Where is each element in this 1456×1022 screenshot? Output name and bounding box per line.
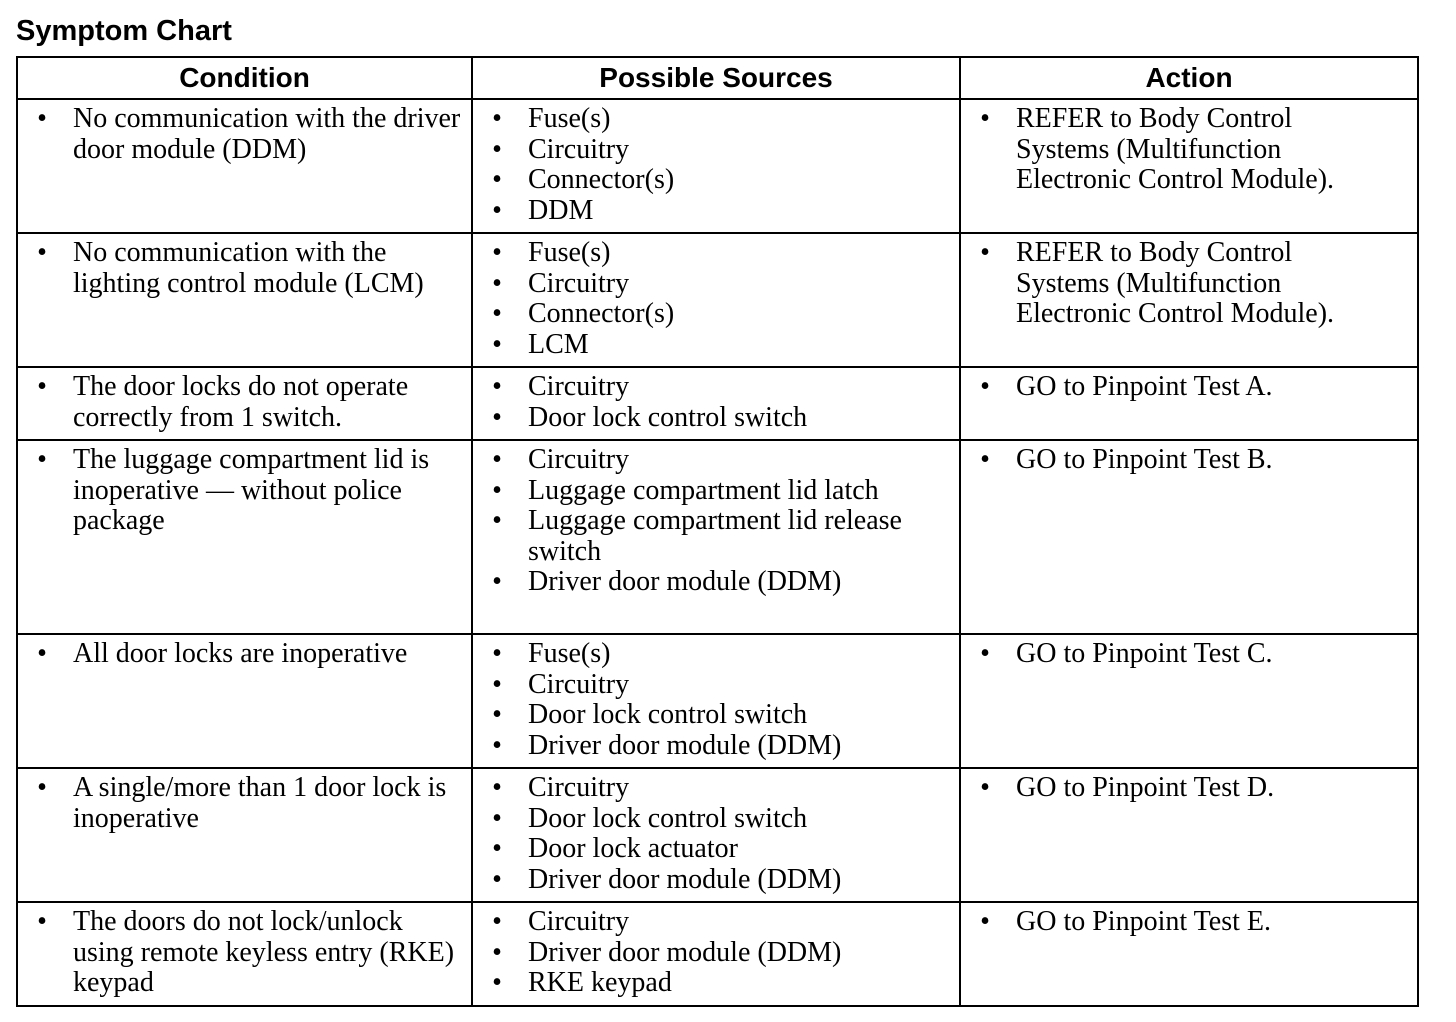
source-item: [473, 403, 959, 434]
bullet-icon: •: [492, 802, 502, 834]
source-text: Circuitry: [528, 906, 630, 937]
bullet-icon: •: [492, 328, 502, 360]
source-item: [473, 968, 959, 999]
condition-cell: [17, 99, 472, 233]
bullet-icon: •: [492, 699, 502, 730]
bullet-icon: •: [980, 444, 990, 475]
action-cell: [960, 99, 1418, 233]
source-text: Door lock control switch: [528, 802, 808, 834]
source-item: [473, 804, 959, 835]
header-row: [17, 57, 1418, 99]
bullet-icon: •: [980, 237, 990, 268]
source-text: Driver door module (DDM): [528, 729, 842, 761]
condition-text: The luggage compartment lid is inoperative — without police package: [73, 444, 430, 536]
bullet-icon: •: [492, 164, 502, 195]
header-condition: Condition: [17, 57, 472, 99]
condition-text: No communication with the lighting control module (LCM): [73, 237, 424, 299]
sources-cell: [472, 440, 960, 634]
condition-cell: [17, 440, 472, 634]
bullet-icon: •: [492, 729, 502, 761]
source-text: Circuitry: [528, 133, 630, 165]
bullet-icon: •: [492, 474, 502, 506]
action-cell: [960, 367, 1418, 440]
source-text: Connector(s): [528, 298, 675, 329]
source-text: Driver door module (DDM): [528, 863, 842, 895]
source-text: Door lock control switch: [528, 699, 808, 730]
condition-item: [18, 639, 471, 670]
action-text: REFER to Body Control Systems (Multifunction Electronic Control Module).: [1016, 237, 1335, 329]
source-text: Fuse(s): [528, 103, 611, 134]
bullet-icon: •: [980, 371, 990, 402]
bullet-icon: •: [492, 237, 502, 268]
bullet-icon: •: [492, 566, 502, 597]
bullet-icon: •: [492, 267, 502, 299]
source-item: [473, 104, 959, 135]
sources-cell: [472, 233, 960, 367]
source-item: [473, 567, 959, 598]
action-text: GO to Pinpoint Test D.: [1016, 772, 1275, 803]
table-row: [17, 99, 1418, 233]
source-text: Circuitry: [528, 772, 630, 803]
source-text: Luggage compartment lid release switch: [528, 505, 902, 567]
source-text: DDM: [528, 194, 594, 226]
source-text: Circuitry: [528, 444, 630, 475]
condition-cell: [17, 634, 472, 768]
bullet-icon: •: [492, 371, 502, 402]
condition-item: [18, 445, 471, 537]
action-cell: [960, 902, 1418, 1006]
bullet-icon: •: [37, 906, 47, 937]
bullet-icon: •: [492, 505, 502, 536]
sources-cell: [472, 99, 960, 233]
source-text: Fuse(s): [528, 237, 611, 268]
source-item: [473, 372, 959, 403]
bullet-icon: •: [980, 103, 990, 134]
bullet-icon: •: [37, 371, 47, 402]
action-cell: [960, 440, 1418, 634]
action-text: GO to Pinpoint Test C.: [1016, 638, 1273, 669]
source-item: [473, 299, 959, 330]
source-item: [473, 834, 959, 865]
bullet-icon: •: [492, 401, 502, 433]
table-row: [17, 768, 1418, 902]
bullet-icon: •: [37, 444, 47, 475]
bullet-icon: •: [492, 906, 502, 937]
page-title: Symptom Chart: [16, 15, 232, 47]
table-row: [17, 440, 1418, 634]
condition-cell: [17, 367, 472, 440]
source-text: Driver door module (DDM): [528, 566, 842, 597]
source-item: [473, 269, 959, 300]
action-item: [961, 104, 1417, 196]
action-cell: [960, 233, 1418, 367]
source-item: [473, 476, 959, 507]
action-cell: [960, 634, 1418, 768]
bullet-icon: •: [492, 967, 502, 998]
bullet-icon: •: [492, 638, 502, 669]
action-text: GO to Pinpoint Test E.: [1016, 906, 1271, 937]
condition-text: The door locks do not operate correctly from 1 switch.: [73, 371, 409, 433]
source-item: [473, 907, 959, 938]
action-text: GO to Pinpoint Test A.: [1016, 371, 1273, 402]
action-item: [961, 639, 1417, 670]
sources-cell: [472, 768, 960, 902]
source-item: [473, 506, 959, 567]
source-text: Circuitry: [528, 267, 630, 299]
sources-cell: [472, 634, 960, 768]
action-text: GO to Pinpoint Test B.: [1016, 444, 1273, 475]
action-item: [961, 372, 1417, 403]
source-item: [473, 700, 959, 731]
source-text: Fuse(s): [528, 638, 611, 669]
condition-text: A single/more than 1 door lock is inoperative: [73, 772, 447, 834]
source-item: [473, 165, 959, 196]
source-text: Door lock control switch: [528, 401, 808, 433]
sources-cell: [472, 902, 960, 1006]
source-item: [473, 445, 959, 476]
source-text: Connector(s): [528, 164, 675, 195]
source-text: Circuitry: [528, 668, 630, 700]
bullet-icon: •: [492, 936, 502, 968]
condition-item: [18, 372, 471, 433]
bullet-icon: •: [37, 103, 47, 134]
condition-item: [18, 907, 471, 999]
bullet-icon: •: [492, 772, 502, 803]
table-row: [17, 902, 1418, 1006]
source-text: Luggage compartment lid latch: [528, 474, 879, 506]
bullet-icon: •: [980, 638, 990, 669]
source-text: Driver door module (DDM): [528, 936, 842, 968]
sources-cell: [472, 367, 960, 440]
source-text: RKE keypad: [528, 967, 672, 998]
action-cell: [960, 768, 1418, 902]
source-item: [473, 938, 959, 969]
table-row: [17, 634, 1418, 768]
source-item: [473, 670, 959, 701]
bullet-icon: •: [492, 133, 502, 165]
condition-cell: [17, 902, 472, 1006]
condition-item: [18, 238, 471, 299]
bullet-icon: •: [492, 863, 502, 895]
condition-text: All door locks are inoperative: [73, 638, 408, 669]
source-item: [473, 330, 959, 361]
bullet-icon: •: [980, 772, 990, 803]
source-item: [473, 135, 959, 166]
source-item: [473, 731, 959, 762]
bullet-icon: •: [492, 194, 502, 226]
bullet-icon: •: [492, 833, 502, 864]
bullet-icon: •: [492, 298, 502, 329]
condition-item: [18, 104, 471, 165]
action-item: [961, 907, 1417, 938]
action-item: [961, 773, 1417, 804]
bullet-icon: •: [37, 772, 47, 803]
action-item: [961, 238, 1417, 330]
symptom-table: [16, 56, 1419, 1007]
condition-item: [18, 773, 471, 834]
header-possible-sources: Possible Sources: [472, 57, 960, 99]
source-item: [473, 196, 959, 227]
source-text: Circuitry: [528, 371, 630, 402]
table-row: [17, 233, 1418, 367]
source-text: Door lock actuator: [528, 833, 738, 864]
source-item: [473, 238, 959, 269]
table-row: [17, 367, 1418, 440]
bullet-icon: •: [980, 906, 990, 937]
bullet-icon: •: [37, 638, 47, 669]
source-item: [473, 639, 959, 670]
header-action: Action: [960, 57, 1418, 99]
bullet-icon: •: [492, 444, 502, 475]
condition-cell: [17, 233, 472, 367]
condition-text: No communication with the driver door module (DDM): [73, 103, 461, 165]
bullet-icon: •: [492, 668, 502, 700]
bullet-icon: •: [37, 237, 47, 268]
bullet-icon: •: [492, 103, 502, 134]
source-item: [473, 865, 959, 896]
condition-text: The doors do not lock/unlock using remote keyless entry (RKE) keypad: [73, 906, 455, 998]
condition-cell: [17, 768, 472, 902]
action-item: [961, 445, 1417, 476]
source-item: [473, 773, 959, 804]
source-text: LCM: [528, 328, 589, 360]
action-text: REFER to Body Control Systems (Multifunction Electronic Control Module).: [1016, 103, 1335, 195]
